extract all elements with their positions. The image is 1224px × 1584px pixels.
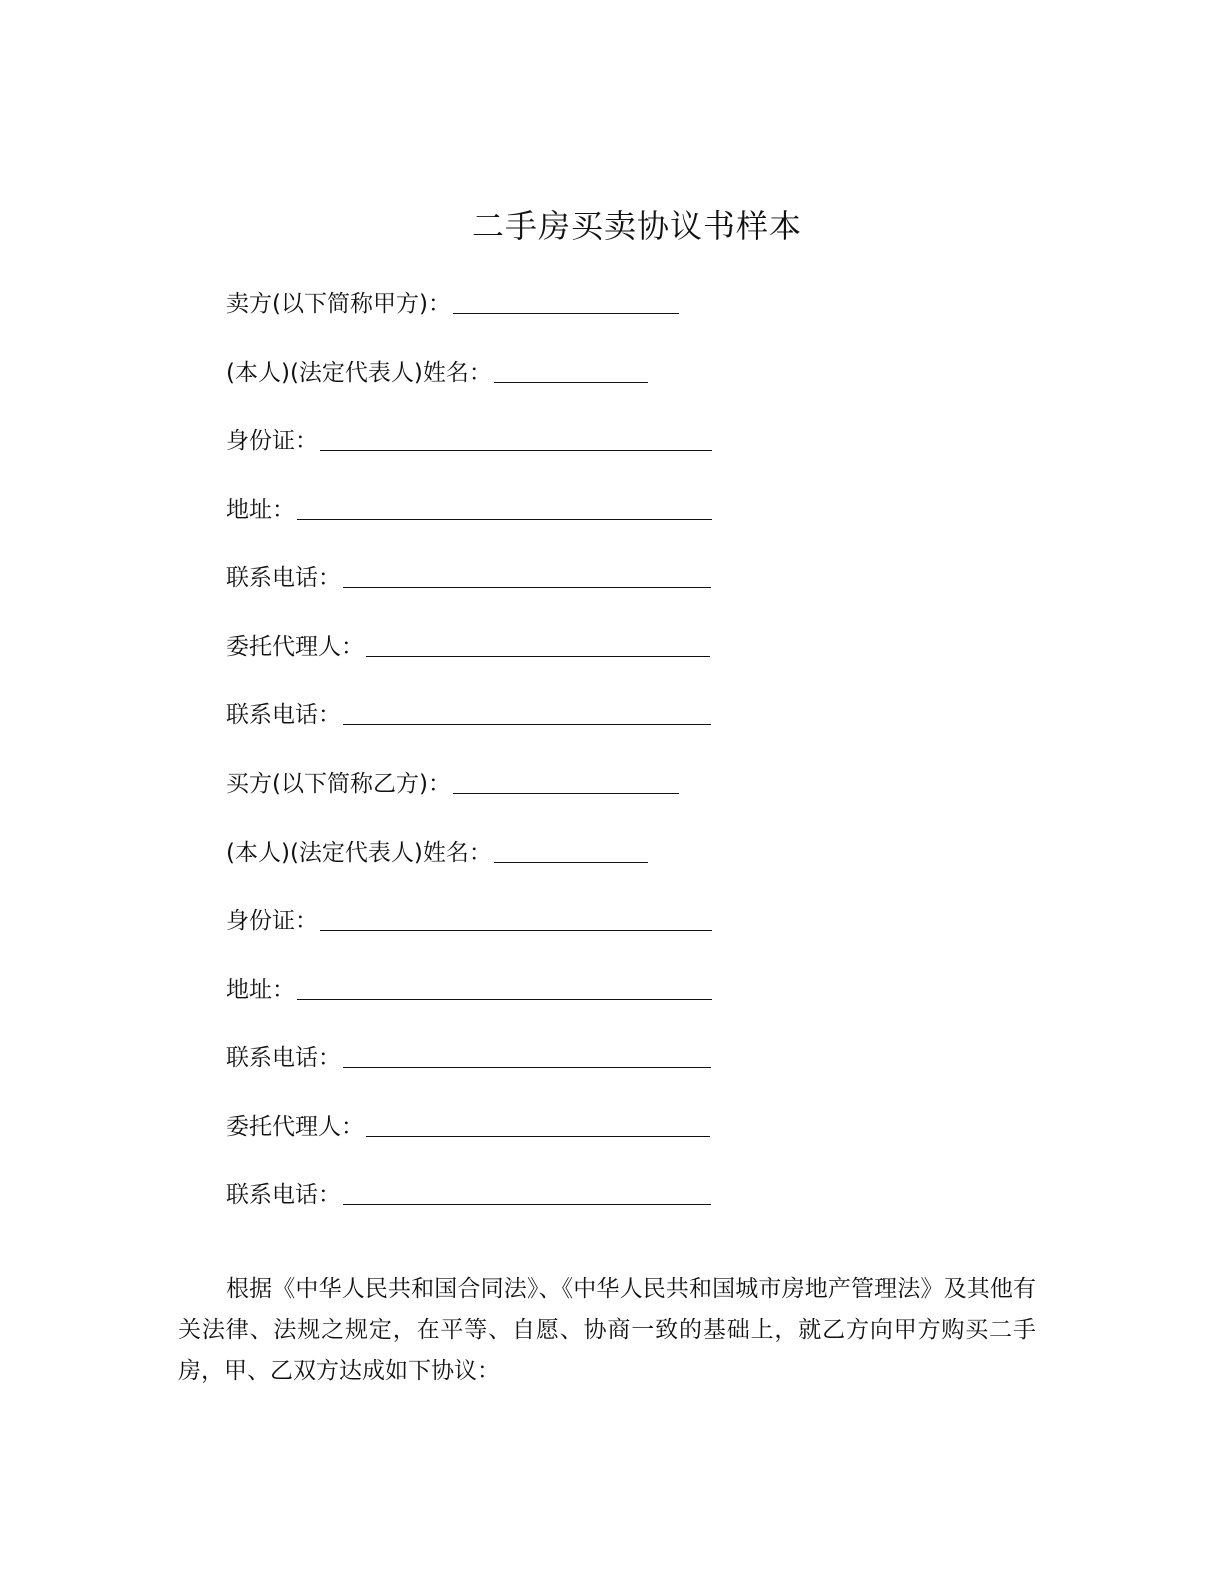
agreement-intro-paragraph: 根据《中华人民共和国合同法》、《中华人民共和国城市房地产管理法》及其他有关法律、法规之规定，在平等、自愿、协商一致的基础上，就乙方向甲方购买二手房，甲、乙双方达成如下协议：: [178, 1276, 1036, 1384]
buyer-address-blank[interactable]: [297, 977, 712, 1000]
buyer-agent-blank[interactable]: [366, 1114, 710, 1137]
seller-agent-phone-blank[interactable]: [343, 702, 711, 725]
buyer-agent-phone-blank[interactable]: [343, 1182, 711, 1205]
buyer-field: [226, 766, 679, 802]
seller-id-blank[interactable]: [320, 428, 712, 451]
seller-phone-field: [226, 560, 711, 596]
seller-name-label: (本人)(法定代表人)姓名：: [226, 360, 492, 386]
buyer-name-label: (本人)(法定代表人)姓名：: [226, 840, 492, 866]
seller-address-blank[interactable]: [297, 497, 712, 520]
buyer-phone-field: [226, 1040, 711, 1076]
seller-address-field: [226, 492, 712, 528]
seller-address-label: 地址：: [226, 497, 295, 523]
seller-agent-field: [226, 629, 710, 665]
buyer-id-blank[interactable]: [320, 908, 712, 931]
seller-agent-label: 委托代理人：: [226, 634, 364, 660]
seller-name-field: [226, 355, 648, 391]
document-title: 二手房买卖协议书样本: [471, 207, 802, 245]
seller-phone-label: 联系电话：: [226, 565, 341, 591]
seller-id-label: 身份证：: [226, 428, 318, 454]
buyer-phone-blank[interactable]: [343, 1045, 711, 1068]
buyer-label: 买方(以下简称乙方)：: [226, 771, 451, 797]
buyer-agent-field: [226, 1109, 710, 1145]
seller-agent-blank[interactable]: [366, 634, 710, 657]
buyer-phone-label: 联系电话：: [226, 1045, 341, 1071]
seller-name-blank[interactable]: [494, 360, 648, 383]
seller-id-field: [226, 423, 712, 459]
buyer-blank[interactable]: [453, 771, 679, 794]
buyer-agent-phone-label: 联系电话：: [226, 1182, 341, 1208]
buyer-agent-phone-field: [226, 1177, 711, 1213]
seller-field: [226, 286, 679, 322]
seller-agent-phone-label: 联系电话：: [226, 702, 341, 728]
buyer-agent-label: 委托代理人：: [226, 1114, 364, 1140]
buyer-name-field: [226, 835, 648, 871]
buyer-address-field: [226, 972, 712, 1008]
buyer-id-label: 身份证：: [226, 908, 318, 934]
buyer-address-label: 地址：: [226, 977, 295, 1003]
seller-phone-blank[interactable]: [343, 565, 711, 588]
seller-blank[interactable]: [453, 291, 679, 314]
seller-agent-phone-field: [226, 697, 711, 733]
buyer-name-blank[interactable]: [494, 840, 648, 863]
buyer-id-field: [226, 903, 712, 939]
seller-label: 卖方(以下简称甲方)：: [226, 291, 451, 317]
